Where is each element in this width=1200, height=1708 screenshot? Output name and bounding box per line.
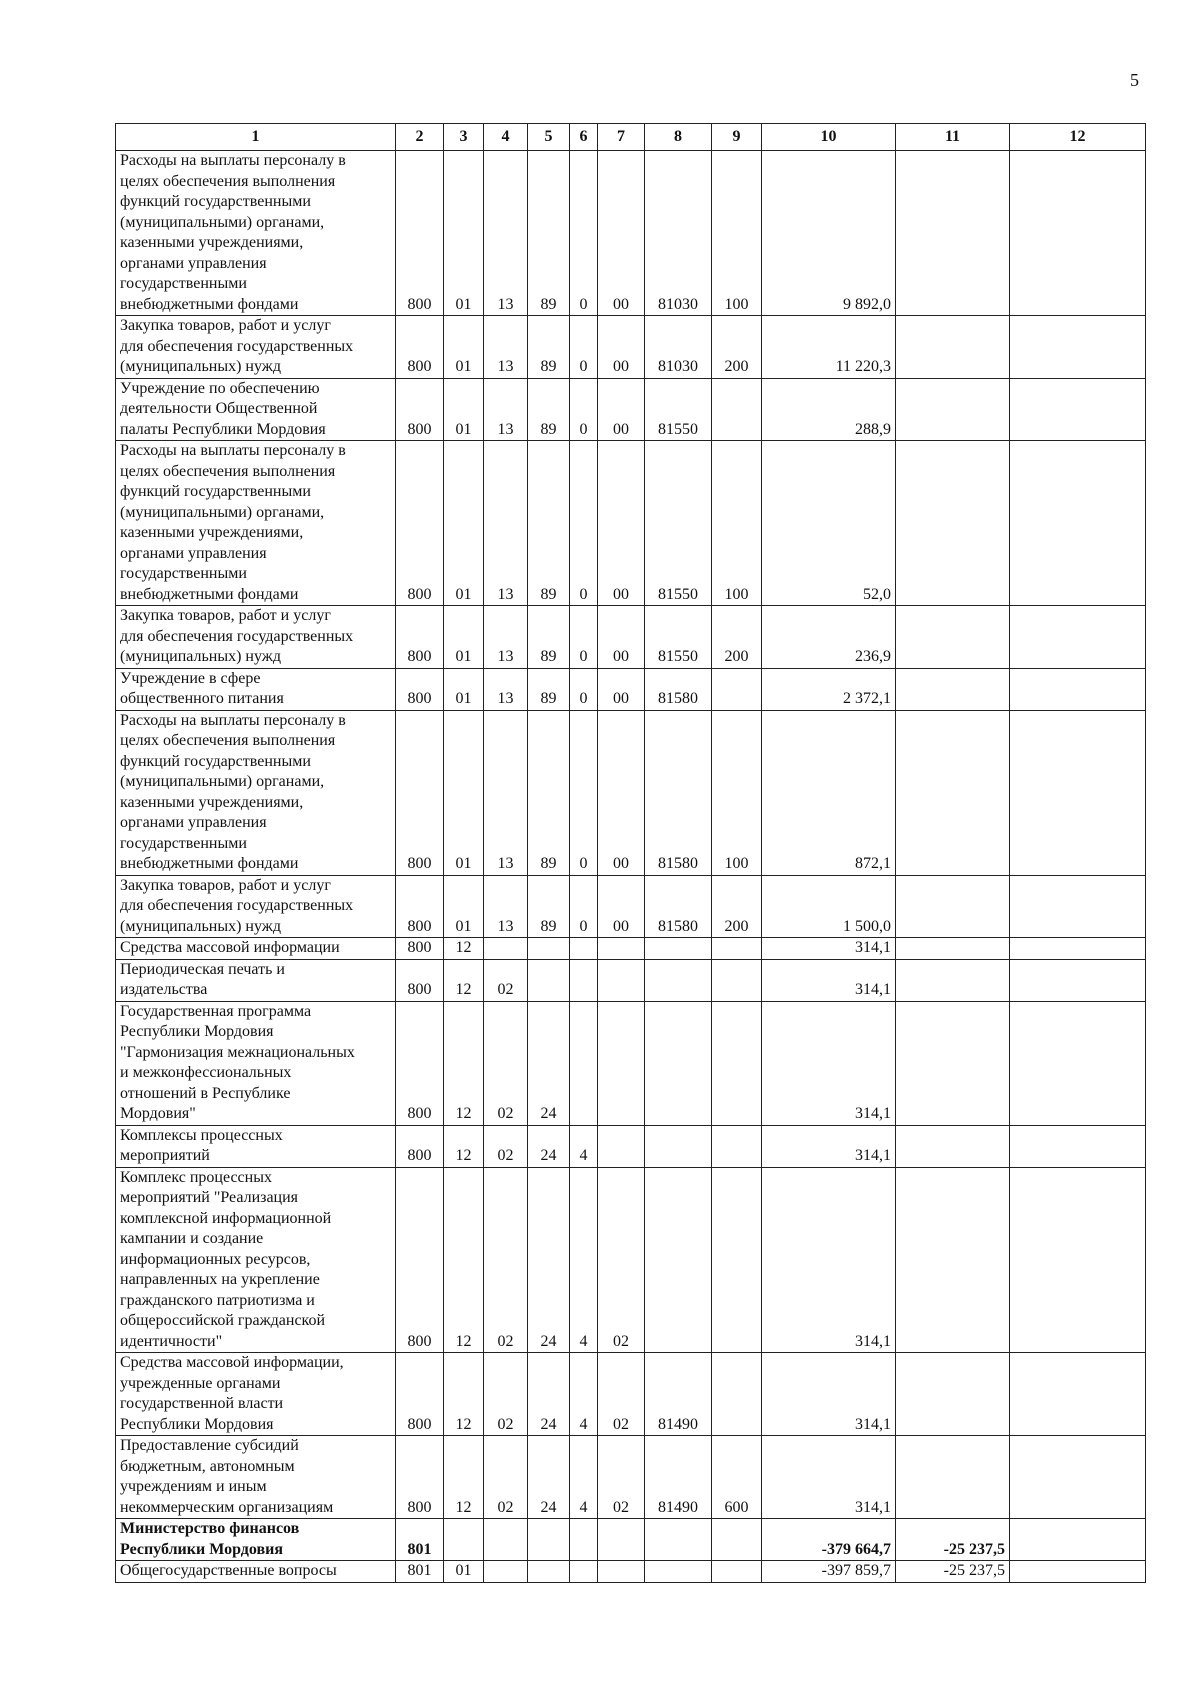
cell-program: 24 — [528, 1001, 570, 1125]
row-name: Предоставление субсидий бюджетным, автономным учреждениям и иным некоммерческим организациям — [116, 1436, 396, 1519]
cell-event: 02 — [598, 1436, 645, 1519]
cell-amount-11 — [896, 959, 1010, 1001]
cell-program: 89 — [528, 710, 570, 875]
cell-subprogram — [570, 1001, 598, 1125]
cell-program — [528, 1519, 570, 1561]
cell-direction — [645, 1001, 712, 1125]
cell-direction: 81580 — [645, 875, 712, 938]
row-name: Комплексы процессных мероприятий — [116, 1125, 396, 1167]
cell-expense-type: 600 — [712, 1436, 762, 1519]
cell-event: 00 — [598, 606, 645, 669]
cell-event — [598, 938, 645, 960]
cell-amount-11: -25 237,5 — [896, 1561, 1010, 1583]
table-row — [116, 668, 1146, 710]
cell-subsection: 13 — [484, 606, 528, 669]
cell-expense-type — [712, 1001, 762, 1125]
cell-amount-12 — [1010, 316, 1146, 379]
cell-section: 01 — [444, 668, 484, 710]
cell-subsection — [484, 938, 528, 960]
cell-ministry-code: 800 — [396, 441, 444, 606]
cell-ministry-code: 801 — [396, 1561, 444, 1583]
cell-amount-11 — [896, 316, 1010, 379]
cell-direction: 81030 — [645, 316, 712, 379]
cell-subsection: 13 — [484, 316, 528, 379]
table-row — [116, 1519, 1146, 1561]
cell-ministry-code: 800 — [396, 606, 444, 669]
cell-event: 02 — [598, 1353, 645, 1436]
cell-expense-type — [712, 378, 762, 441]
cell-ministry-code: 800 — [396, 1436, 444, 1519]
cell-direction — [645, 1519, 712, 1561]
table-row — [116, 1353, 1146, 1436]
column-header: 4 — [484, 124, 528, 151]
cell-amount-10: 314,1 — [762, 1436, 896, 1519]
cell-amount-10: 314,1 — [762, 1001, 896, 1125]
column-header: 10 — [762, 124, 896, 151]
table-row — [116, 151, 1146, 316]
column-header: 3 — [444, 124, 484, 151]
row-name: Закупка товаров, работ и услуг для обеспечения государственных (муниципальных) нужд — [116, 606, 396, 669]
cell-ministry-code: 801 — [396, 1519, 444, 1561]
row-name: Расходы на выплаты персоналу в целях обеспечения выполнения функций государственными (муниципальными) органами, казенными учреждениями, органами управления государственными внебюджетными фондами — [116, 151, 396, 316]
cell-amount-12 — [1010, 1001, 1146, 1125]
cell-event — [598, 959, 645, 1001]
cell-section: 01 — [444, 151, 484, 316]
cell-ministry-code: 800 — [396, 875, 444, 938]
cell-section: 01 — [444, 378, 484, 441]
cell-direction — [645, 1167, 712, 1353]
cell-expense-type: 100 — [712, 710, 762, 875]
cell-direction: 81550 — [645, 441, 712, 606]
cell-ministry-code: 800 — [396, 668, 444, 710]
cell-subprogram: 0 — [570, 316, 598, 379]
cell-section — [444, 1519, 484, 1561]
cell-amount-11 — [896, 668, 1010, 710]
cell-direction — [645, 1125, 712, 1167]
cell-direction: 81550 — [645, 606, 712, 669]
column-header: 2 — [396, 124, 444, 151]
cell-amount-11 — [896, 1167, 1010, 1353]
cell-direction — [645, 1561, 712, 1583]
cell-amount-12 — [1010, 1353, 1146, 1436]
cell-amount-10: 314,1 — [762, 938, 896, 960]
cell-event: 00 — [598, 316, 645, 379]
cell-program: 89 — [528, 378, 570, 441]
cell-subprogram — [570, 1561, 598, 1583]
cell-amount-10: 872,1 — [762, 710, 896, 875]
cell-amount-12 — [1010, 668, 1146, 710]
cell-section: 12 — [444, 1436, 484, 1519]
row-name: Расходы на выплаты персоналу в целях обеспечения выполнения функций государственными (муниципальными) органами, казенными учреждениями, органами управления государственными внебюджетными фондами — [116, 710, 396, 875]
cell-amount-10: 288,9 — [762, 378, 896, 441]
cell-section: 12 — [444, 1125, 484, 1167]
cell-ministry-code: 800 — [396, 316, 444, 379]
cell-section: 01 — [444, 710, 484, 875]
cell-subsection: 02 — [484, 1125, 528, 1167]
cell-event: 00 — [598, 441, 645, 606]
cell-subsection: 02 — [484, 1436, 528, 1519]
cell-amount-10: -397 859,7 — [762, 1561, 896, 1583]
cell-direction: 81030 — [645, 151, 712, 316]
cell-event: 00 — [598, 710, 645, 875]
row-name: Закупка товаров, работ и услуг для обеспечения государственных (муниципальных) нужд — [116, 316, 396, 379]
cell-subprogram: 0 — [570, 151, 598, 316]
table-row — [116, 1436, 1146, 1519]
row-name: Комплекс процессных мероприятий "Реализация комплексной информационной кампании и создание информационных ресурсов, направленных на укрепление гражданского патриотизма и общероссийской гражданской идентичности" — [116, 1167, 396, 1353]
row-name: Государственная программа Республики Мордовия "Гармонизация межнациональных и межконфессиональных отношений в Республике Мордовия" — [116, 1001, 396, 1125]
cell-subprogram: 4 — [570, 1436, 598, 1519]
cell-direction — [645, 938, 712, 960]
cell-program — [528, 959, 570, 1001]
column-header: 9 — [712, 124, 762, 151]
cell-expense-type: 100 — [712, 441, 762, 606]
column-header: 1 — [116, 124, 396, 151]
cell-amount-12 — [1010, 1561, 1146, 1583]
cell-direction: 81580 — [645, 710, 712, 875]
cell-expense-type — [712, 1125, 762, 1167]
cell-amount-12 — [1010, 441, 1146, 606]
table-row — [116, 441, 1146, 606]
cell-ministry-code: 800 — [396, 938, 444, 960]
cell-subprogram: 4 — [570, 1353, 598, 1436]
cell-ministry-code: 800 — [396, 151, 444, 316]
table-row — [116, 959, 1146, 1001]
cell-expense-type — [712, 668, 762, 710]
cell-event: 00 — [598, 668, 645, 710]
cell-ministry-code: 800 — [396, 1125, 444, 1167]
cell-ministry-code: 800 — [396, 710, 444, 875]
cell-amount-12 — [1010, 606, 1146, 669]
cell-expense-type — [712, 938, 762, 960]
row-name: Общегосударственные вопросы — [116, 1561, 396, 1583]
cell-subsection — [484, 1561, 528, 1583]
cell-amount-10: 236,9 — [762, 606, 896, 669]
column-header: 11 — [896, 124, 1010, 151]
cell-subsection: 13 — [484, 151, 528, 316]
cell-section: 12 — [444, 938, 484, 960]
cell-amount-10: 314,1 — [762, 1167, 896, 1353]
cell-subsection: 13 — [484, 378, 528, 441]
cell-expense-type — [712, 1561, 762, 1583]
cell-ministry-code: 800 — [396, 378, 444, 441]
cell-expense-type: 200 — [712, 606, 762, 669]
cell-event: 00 — [598, 378, 645, 441]
cell-amount-12 — [1010, 1436, 1146, 1519]
cell-amount-10: 9 892,0 — [762, 151, 896, 316]
cell-subprogram: 0 — [570, 668, 598, 710]
cell-subsection — [484, 1519, 528, 1561]
cell-subsection: 02 — [484, 1353, 528, 1436]
cell-program: 89 — [528, 875, 570, 938]
cell-amount-11 — [896, 1001, 1010, 1125]
cell-program: 89 — [528, 668, 570, 710]
cell-section: 12 — [444, 1001, 484, 1125]
cell-ministry-code: 800 — [396, 1353, 444, 1436]
cell-section: 12 — [444, 1353, 484, 1436]
cell-amount-12 — [1010, 151, 1146, 316]
cell-section: 01 — [444, 441, 484, 606]
cell-amount-10: 314,1 — [762, 1353, 896, 1436]
budget-table — [115, 123, 1146, 1583]
header-row — [116, 124, 1146, 151]
cell-amount-10: 314,1 — [762, 959, 896, 1001]
cell-subprogram: 0 — [570, 875, 598, 938]
cell-expense-type: 200 — [712, 316, 762, 379]
cell-amount-12 — [1010, 710, 1146, 875]
cell-subsection: 13 — [484, 441, 528, 606]
cell-program — [528, 1561, 570, 1583]
cell-program: 89 — [528, 441, 570, 606]
cell-program: 24 — [528, 1353, 570, 1436]
cell-direction — [645, 959, 712, 1001]
page-number: 5 — [1130, 70, 1139, 90]
cell-amount-11 — [896, 1125, 1010, 1167]
cell-amount-10: 52,0 — [762, 441, 896, 606]
cell-section: 01 — [444, 316, 484, 379]
cell-amount-12 — [1010, 1167, 1146, 1353]
cell-section: 01 — [444, 875, 484, 938]
row-name: Закупка товаров, работ и услуг для обеспечения государственных (муниципальных) нужд — [116, 875, 396, 938]
cell-direction: 81580 — [645, 668, 712, 710]
cell-event — [598, 1519, 645, 1561]
cell-section: 01 — [444, 1561, 484, 1583]
cell-amount-12 — [1010, 1519, 1146, 1561]
cell-event: 00 — [598, 875, 645, 938]
table-row — [116, 710, 1146, 875]
cell-program: 89 — [528, 606, 570, 669]
cell-section: 12 — [444, 959, 484, 1001]
cell-subprogram: 0 — [570, 710, 598, 875]
table-row — [116, 1125, 1146, 1167]
cell-program: 24 — [528, 1167, 570, 1353]
cell-subprogram: 4 — [570, 1125, 598, 1167]
cell-direction: 81490 — [645, 1436, 712, 1519]
cell-amount-12 — [1010, 378, 1146, 441]
table-row — [116, 938, 1146, 960]
cell-amount-10: -379 664,7 — [762, 1519, 896, 1561]
cell-event — [598, 1561, 645, 1583]
cell-subsection: 02 — [484, 1001, 528, 1125]
table-row — [116, 875, 1146, 938]
cell-subsection: 13 — [484, 710, 528, 875]
cell-amount-12 — [1010, 938, 1146, 960]
cell-amount-11 — [896, 378, 1010, 441]
table-row — [116, 1167, 1146, 1353]
cell-program: 24 — [528, 1125, 570, 1167]
row-name: Министерство финансов Республики Мордовия — [116, 1519, 396, 1561]
cell-subprogram: 0 — [570, 378, 598, 441]
cell-event — [598, 1001, 645, 1125]
cell-section: 12 — [444, 1167, 484, 1353]
row-name: Средства массовой информации, учрежденные органами государственной власти Республики Мордовия — [116, 1353, 396, 1436]
cell-subsection: 13 — [484, 668, 528, 710]
cell-amount-11: -25 237,5 — [896, 1519, 1010, 1561]
table-row — [116, 316, 1146, 379]
cell-expense-type: 100 — [712, 151, 762, 316]
cell-program — [528, 938, 570, 960]
cell-program: 24 — [528, 1436, 570, 1519]
row-name: Расходы на выплаты персоналу в целях обеспечения выполнения функций государственными (муниципальными) органами, казенными учреждениями, органами управления государственными внебюджетными фондами — [116, 441, 396, 606]
cell-expense-type: 200 — [712, 875, 762, 938]
cell-amount-12 — [1010, 959, 1146, 1001]
column-header: 6 — [570, 124, 598, 151]
table-row — [116, 1001, 1146, 1125]
table-row — [116, 1561, 1146, 1583]
table-row — [116, 378, 1146, 441]
cell-amount-11 — [896, 875, 1010, 938]
column-header: 8 — [645, 124, 712, 151]
cell-subprogram — [570, 1519, 598, 1561]
cell-ministry-code: 800 — [396, 1001, 444, 1125]
cell-amount-11 — [896, 441, 1010, 606]
cell-subprogram: 0 — [570, 441, 598, 606]
row-name: Средства массовой информации — [116, 938, 396, 960]
cell-amount-11 — [896, 938, 1010, 960]
cell-subsection: 02 — [484, 959, 528, 1001]
cell-amount-11 — [896, 151, 1010, 316]
cell-direction: 81550 — [645, 378, 712, 441]
cell-amount-12 — [1010, 1125, 1146, 1167]
cell-amount-12 — [1010, 875, 1146, 938]
cell-expense-type — [712, 1167, 762, 1353]
cell-amount-10: 11 220,3 — [762, 316, 896, 379]
cell-direction: 81490 — [645, 1353, 712, 1436]
cell-section: 01 — [444, 606, 484, 669]
cell-subsection: 02 — [484, 1167, 528, 1353]
cell-event: 00 — [598, 151, 645, 316]
cell-amount-11 — [896, 1353, 1010, 1436]
cell-subprogram: 4 — [570, 1167, 598, 1353]
cell-subsection: 13 — [484, 875, 528, 938]
cell-expense-type — [712, 959, 762, 1001]
cell-expense-type — [712, 1519, 762, 1561]
cell-event — [598, 1125, 645, 1167]
cell-ministry-code: 800 — [396, 1167, 444, 1353]
cell-amount-11 — [896, 710, 1010, 875]
cell-subprogram — [570, 938, 598, 960]
cell-expense-type — [712, 1353, 762, 1436]
cell-program: 89 — [528, 151, 570, 316]
row-name: Периодическая печать и издательства — [116, 959, 396, 1001]
cell-event: 02 — [598, 1167, 645, 1353]
cell-ministry-code: 800 — [396, 959, 444, 1001]
column-header: 7 — [598, 124, 645, 151]
cell-subprogram — [570, 959, 598, 1001]
cell-amount-10: 1 500,0 — [762, 875, 896, 938]
row-name: Учреждение в сфере общественного питания — [116, 668, 396, 710]
cell-amount-11 — [896, 606, 1010, 669]
cell-program: 89 — [528, 316, 570, 379]
column-header: 12 — [1010, 124, 1146, 151]
cell-amount-11 — [896, 1436, 1010, 1519]
cell-amount-10: 2 372,1 — [762, 668, 896, 710]
table-row — [116, 606, 1146, 669]
cell-amount-10: 314,1 — [762, 1125, 896, 1167]
row-name: Учреждение по обеспечению деятельности Общественной палаты Республики Мордовия — [116, 378, 396, 441]
column-header: 5 — [528, 124, 570, 151]
cell-subprogram: 0 — [570, 606, 598, 669]
